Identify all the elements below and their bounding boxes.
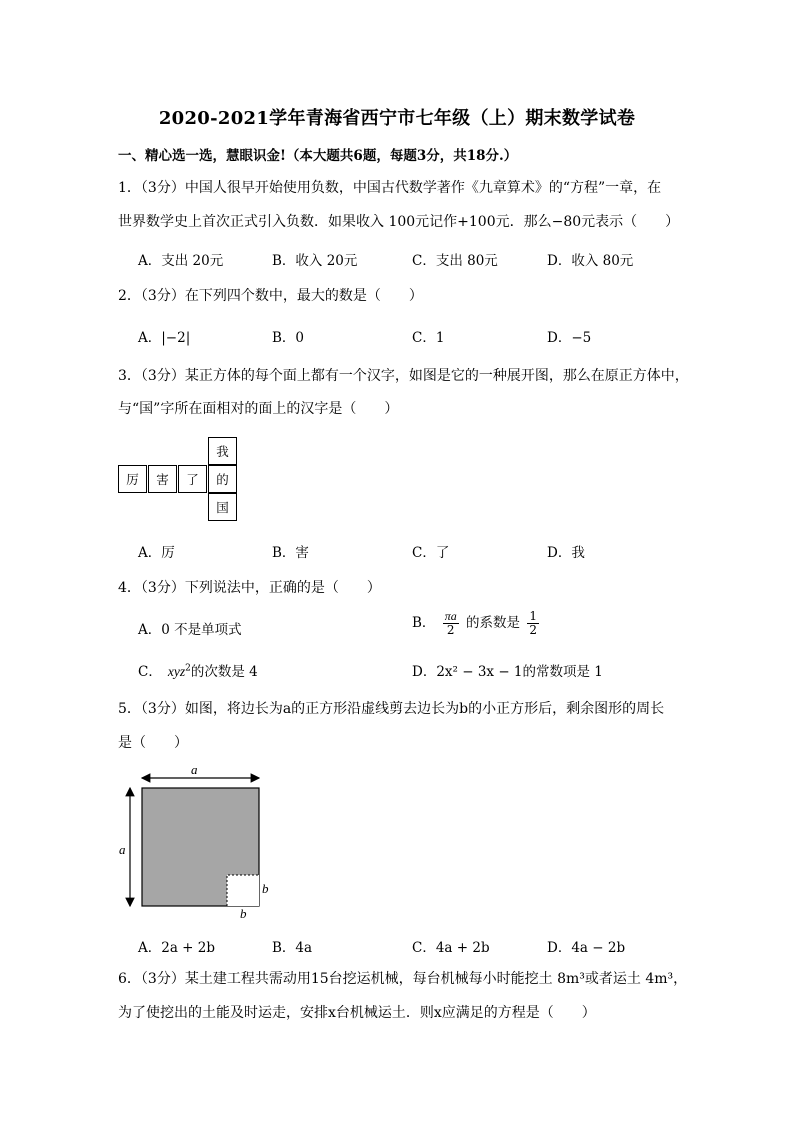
q6-text-line1: 6．（3分）某土建工程共需动用15台挖运机械，每台机械每小时能挖土 8m³或者运土 4m³，	[118, 971, 688, 987]
q4-option-b	[412, 610, 542, 637]
q4-option-c	[138, 660, 258, 680]
q3-option-a: A．厉	[138, 545, 175, 561]
q5-option-b: B．4a	[272, 940, 313, 956]
q2-option-c: C．1	[412, 330, 445, 346]
q1-option-b: B．收入 20元	[272, 253, 358, 269]
fraction-numerator: 1	[529, 609, 537, 623]
q4-option-b-prefix: B．	[412, 615, 436, 631]
q4-option-c-expr: xyz	[167, 664, 186, 679]
q2-option-b: B．0	[272, 330, 305, 346]
q1-option-c: C．支出 80元	[412, 253, 498, 269]
q5-option-a: A．2a + 2b	[138, 940, 216, 956]
square-cut-figure	[115, 762, 275, 922]
q5-text-line1: 5．（3分）如图，将边长为a的正方形沿虚线剪去边长为b的小正方形后，剩余图形的周长	[118, 701, 665, 717]
fraction-pi-a-over-2	[443, 610, 459, 637]
q3-text-line2: 与“国”字所在面相对的面上的汉字是（ ）	[118, 401, 399, 417]
q1-text-line1: 1．（3分）中国人很早开始使用负数，中国古代数学著作《九章算术》的“方程”一章，在	[118, 180, 662, 196]
q2-option-a: A．|−2|	[138, 330, 191, 346]
net-cell-li: 厉	[118, 465, 147, 493]
cube-net-figure	[118, 437, 238, 521]
fraction-one-half	[527, 610, 539, 637]
q2-text-line1: 2．（3分）在下列四个数中，最大的数是（ ）	[118, 288, 423, 304]
cutout-square	[227, 875, 259, 906]
fraction-numerator: πa	[444, 609, 457, 623]
section-heading: 一、精心选一选，慧眼识金!（本大题共6题，每题3分，共18分.）	[118, 148, 518, 164]
q1-option-d: D．收入 80元	[547, 253, 634, 269]
q1-option-a: A．支出 20元	[138, 253, 224, 269]
q3-text-line1: 3．（3分）某正方体的每个面上都有一个汉字，如图是它的一种展开图，那么在原正方体中，	[118, 368, 689, 384]
q5-option-c: C．4a + 2b	[412, 940, 490, 956]
q4-option-a: A．0 不是单项式	[138, 622, 242, 638]
q4-option-b-mid: 的系数是	[466, 615, 521, 631]
net-cell-wo: 我	[208, 437, 237, 465]
net-cell-hai: 害	[148, 465, 177, 493]
q1-text-line2: 世界数学史上首次正式引入负数．如果收入 100元记作+100元．那么−80元表示（ ）	[118, 214, 680, 230]
q5-text-line2: 是（ ）	[118, 735, 188, 751]
q3-option-c: C．了	[412, 545, 450, 561]
net-cell-guo: 国	[208, 493, 237, 521]
label-b-right: b	[262, 881, 269, 896]
q4-text-line1: 4．（3分）下列说法中，正确的是（ ）	[118, 580, 381, 596]
q4-option-d: D．2x² − 3x − 1的常数项是 1	[412, 664, 603, 680]
label-b-bottom: b	[240, 906, 247, 921]
q2-option-d: D．−5	[547, 330, 592, 346]
q3-option-d: D．我	[547, 545, 585, 561]
q4-option-c-exponent: 2	[185, 663, 191, 674]
q4-option-c-suffix: 的次数是 4	[190, 664, 258, 680]
q5-option-d: D．4a − 2b	[547, 940, 626, 956]
q4-option-c-prefix: C．	[138, 664, 162, 680]
q3-option-b: B．害	[272, 545, 309, 561]
q6-text-line2: 为了使挖出的土能及时运走，安排x台机械运土．则x应满足的方程是（ ）	[118, 1005, 596, 1021]
net-cell-de: 的	[208, 465, 237, 493]
fraction-denominator: 2	[446, 623, 455, 637]
fraction-denominator: 2	[529, 623, 537, 637]
label-a-left: a	[119, 842, 126, 857]
net-cell-le: 了	[178, 465, 207, 493]
page-title: 2020-2021学年青海省西宁市七年级（上）期末数学试卷	[158, 108, 636, 129]
label-a-top: a	[191, 762, 198, 777]
